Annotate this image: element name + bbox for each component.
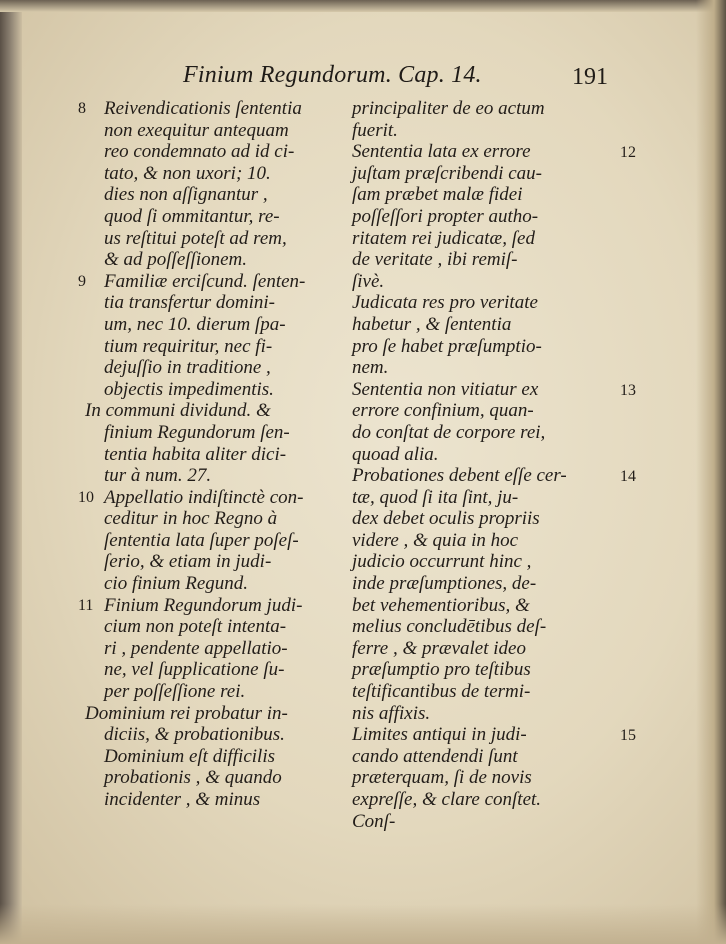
- text-line: [352, 767, 622, 789]
- line-text: tur à num. 27.: [104, 465, 212, 487]
- text-line: [352, 789, 622, 811]
- text-line: [78, 465, 354, 487]
- text-line: [352, 573, 622, 595]
- line-text: teſtificantibus de termi-: [352, 681, 531, 703]
- margin-section-number: 15: [620, 727, 636, 745]
- line-text: ſerio, & etiam in judi-: [104, 551, 272, 573]
- right-column: [352, 98, 622, 832]
- line-text: inde præſumptiones, de-: [352, 573, 537, 595]
- line-text: præterquam, ſi de novis: [352, 767, 532, 789]
- line-text: fuerit.: [352, 119, 398, 141]
- line-text: expreſſe, & clare conſtet.: [352, 789, 542, 810]
- text-line: [78, 120, 354, 142]
- section-number: 9: [78, 272, 86, 290]
- text-line: [352, 465, 622, 487]
- text-line: [78, 551, 354, 573]
- line-text: Probationes debent eſſe cer-: [352, 465, 567, 487]
- line-text: videre , & quia in hoc: [352, 529, 519, 551]
- line-text: quod ſi ommitantur, re-: [104, 205, 280, 227]
- text-line: [78, 163, 354, 185]
- text-line: [78, 228, 354, 250]
- text-line: [78, 444, 354, 466]
- text-line: [352, 292, 622, 314]
- text-line: [78, 314, 354, 336]
- text-line: [352, 746, 622, 768]
- text-line: [352, 638, 622, 660]
- line-text: In communi dividund. &: [85, 400, 271, 422]
- text-line: [352, 659, 622, 681]
- line-text: Reivendicationis ſententia: [104, 98, 302, 119]
- line-text: de veritate , ibi remiſ-: [352, 249, 518, 271]
- text-line: [352, 120, 622, 142]
- text-line: [78, 508, 354, 530]
- line-text: Judicata res pro veritate: [352, 292, 538, 314]
- line-text: Sententia lata ex errore: [352, 141, 531, 163]
- line-text: ri , pendente appellatio-: [104, 637, 288, 659]
- line-text: tium requiritur, nec fi-: [104, 335, 273, 357]
- text-line: [352, 487, 622, 509]
- line-text: incidenter , & minus: [104, 789, 261, 810]
- text-line: [352, 811, 622, 833]
- line-text: non exequitur antequam: [104, 119, 289, 141]
- line-text: reo condemnato ad id ci-: [104, 141, 295, 163]
- text-line: [78, 141, 354, 163]
- text-line: [78, 638, 354, 660]
- text-line: [352, 314, 622, 336]
- text-line: [352, 228, 622, 250]
- text-line: [78, 336, 354, 358]
- text-line: [78, 271, 354, 293]
- line-text: probationis , & quando: [104, 767, 282, 789]
- section-number: 11: [78, 596, 94, 614]
- text-line: [78, 573, 354, 595]
- text-line: [78, 789, 354, 811]
- line-text: Dominium eſt difficilis: [104, 745, 275, 767]
- line-text: per poſſeſſione rei.: [104, 681, 246, 703]
- line-text: quoad alia.: [352, 443, 439, 465]
- margin-section-number: 13: [620, 381, 636, 399]
- running-head: Finium Regundorum. Cap. 14.: [183, 62, 482, 88]
- text-line: [352, 400, 622, 422]
- line-text: us reſtitui poteſt ad rem,: [104, 227, 287, 249]
- line-text: bet vehementioribus, &: [352, 594, 530, 616]
- text-line: [352, 379, 622, 401]
- text-line: [352, 357, 622, 379]
- line-text: tato, & non uxori; 10.: [104, 162, 271, 184]
- page-bottom-edge: [0, 904, 726, 944]
- text-line: [352, 141, 622, 163]
- text-line: [78, 659, 354, 681]
- page-right-edge: [696, 0, 726, 944]
- line-text: errore confinium, quan-: [352, 400, 534, 422]
- line-text: dejuſſio in traditione ,: [104, 357, 271, 379]
- line-text: do conſtat de corpore rei,: [352, 421, 546, 443]
- line-text: ſivè.: [352, 270, 385, 292]
- line-text: Sententia non vitiatur ex: [352, 378, 539, 400]
- text-line: [352, 422, 622, 444]
- line-text: nis affixis.: [352, 702, 431, 724]
- line-text: præſumptio pro teſtibus: [352, 659, 531, 681]
- line-text: & ad poſſeſſionem.: [104, 249, 248, 271]
- line-text: diciis, & probationibus.: [104, 724, 285, 746]
- text-line: [352, 206, 622, 228]
- text-line: [352, 98, 622, 120]
- line-text: ritatem rei judicatæ, ſed: [352, 227, 535, 249]
- line-text: poſſeſſori propter autho-: [352, 205, 539, 227]
- text-line: [78, 746, 354, 768]
- text-line: [78, 357, 354, 379]
- text-line: [78, 249, 354, 271]
- text-line: [78, 616, 354, 638]
- margin-section-number: 12: [620, 144, 636, 162]
- line-text: tia transfertur domini-: [104, 292, 276, 314]
- line-text: cio finium Regund.: [104, 573, 249, 595]
- line-text: objectis impedimentis.: [104, 378, 274, 400]
- line-text: tentia habita aliter dici-: [104, 443, 287, 465]
- section-number: 10: [78, 488, 94, 506]
- text-line: [78, 681, 354, 703]
- line-text: dex debet oculis propriis: [352, 508, 540, 530]
- page-top-edge: [0, 0, 726, 12]
- text-line: [78, 724, 354, 746]
- text-line: [78, 595, 354, 617]
- text-line: [78, 530, 354, 552]
- line-text: judicio occurrunt hinc ,: [352, 551, 532, 573]
- text-line: [352, 530, 622, 552]
- section-number: 8: [78, 100, 86, 117]
- text-line: [352, 551, 622, 573]
- line-text: finium Regundorum ſen-: [104, 421, 290, 443]
- line-text: ſam præbet malæ fidei: [352, 184, 523, 206]
- line-text: pro ſe habet præſumptio-: [352, 335, 542, 357]
- text-line: [78, 703, 354, 725]
- line-text: um, nec 10. dierum ſpa-: [104, 313, 286, 335]
- text-line: [78, 292, 354, 314]
- line-text: Familiæ erciſcund. ſenten-: [104, 270, 306, 292]
- line-text: ne, vel ſupplicatione ſu-: [104, 659, 285, 681]
- line-text: Limites antiqui in judi-: [352, 724, 527, 746]
- text-line: [78, 379, 354, 401]
- line-text: Finium Regundorum judi-: [104, 594, 303, 616]
- text-line: [352, 681, 622, 703]
- line-text: nem.: [352, 357, 389, 379]
- line-text: melius concludētibus deſ-: [352, 616, 547, 638]
- text-line: [78, 184, 354, 206]
- text-line: [352, 249, 622, 271]
- page-number: 191: [572, 64, 608, 90]
- line-text: principaliter de eo actum: [352, 98, 545, 119]
- text-line: [352, 616, 622, 638]
- line-text: ceditur in hoc Regno à: [104, 508, 278, 530]
- left-column: [78, 98, 354, 811]
- text-line: [78, 767, 354, 789]
- line-text: cium non poteſt intenta-: [104, 616, 287, 638]
- line-text: ſententia lata ſuper poſeſ-: [104, 529, 299, 551]
- line-text: Conſ-: [352, 810, 396, 832]
- text-line: [352, 724, 622, 746]
- line-text: Dominium rei probatur in-: [85, 702, 288, 724]
- text-line: [78, 422, 354, 444]
- text-line: [78, 400, 354, 422]
- text-line: [352, 163, 622, 185]
- text-line: [352, 336, 622, 358]
- text-line: [352, 595, 622, 617]
- line-text: ferre , & prævalet ideo: [352, 637, 526, 659]
- text-line: [352, 703, 622, 725]
- line-text: Appellatio indiſtinctè con-: [104, 486, 304, 508]
- text-line: [78, 487, 354, 509]
- line-text: cando attendendi ſunt: [352, 745, 518, 767]
- line-text: habetur , & ſententia: [352, 313, 512, 335]
- line-text: dies non aſſignantur ,: [104, 184, 268, 206]
- margin-section-number: 14: [620, 468, 636, 486]
- text-line: [352, 444, 622, 466]
- text-line: [78, 98, 354, 120]
- text-line: [352, 508, 622, 530]
- book-spine: [0, 0, 22, 944]
- text-line: [352, 271, 622, 293]
- line-text: tæ, quod ſi ita ſint, ju-: [352, 486, 519, 508]
- line-text: juſtam præſcribendi cau-: [352, 162, 542, 184]
- text-line: [352, 184, 622, 206]
- text-line: [78, 206, 354, 228]
